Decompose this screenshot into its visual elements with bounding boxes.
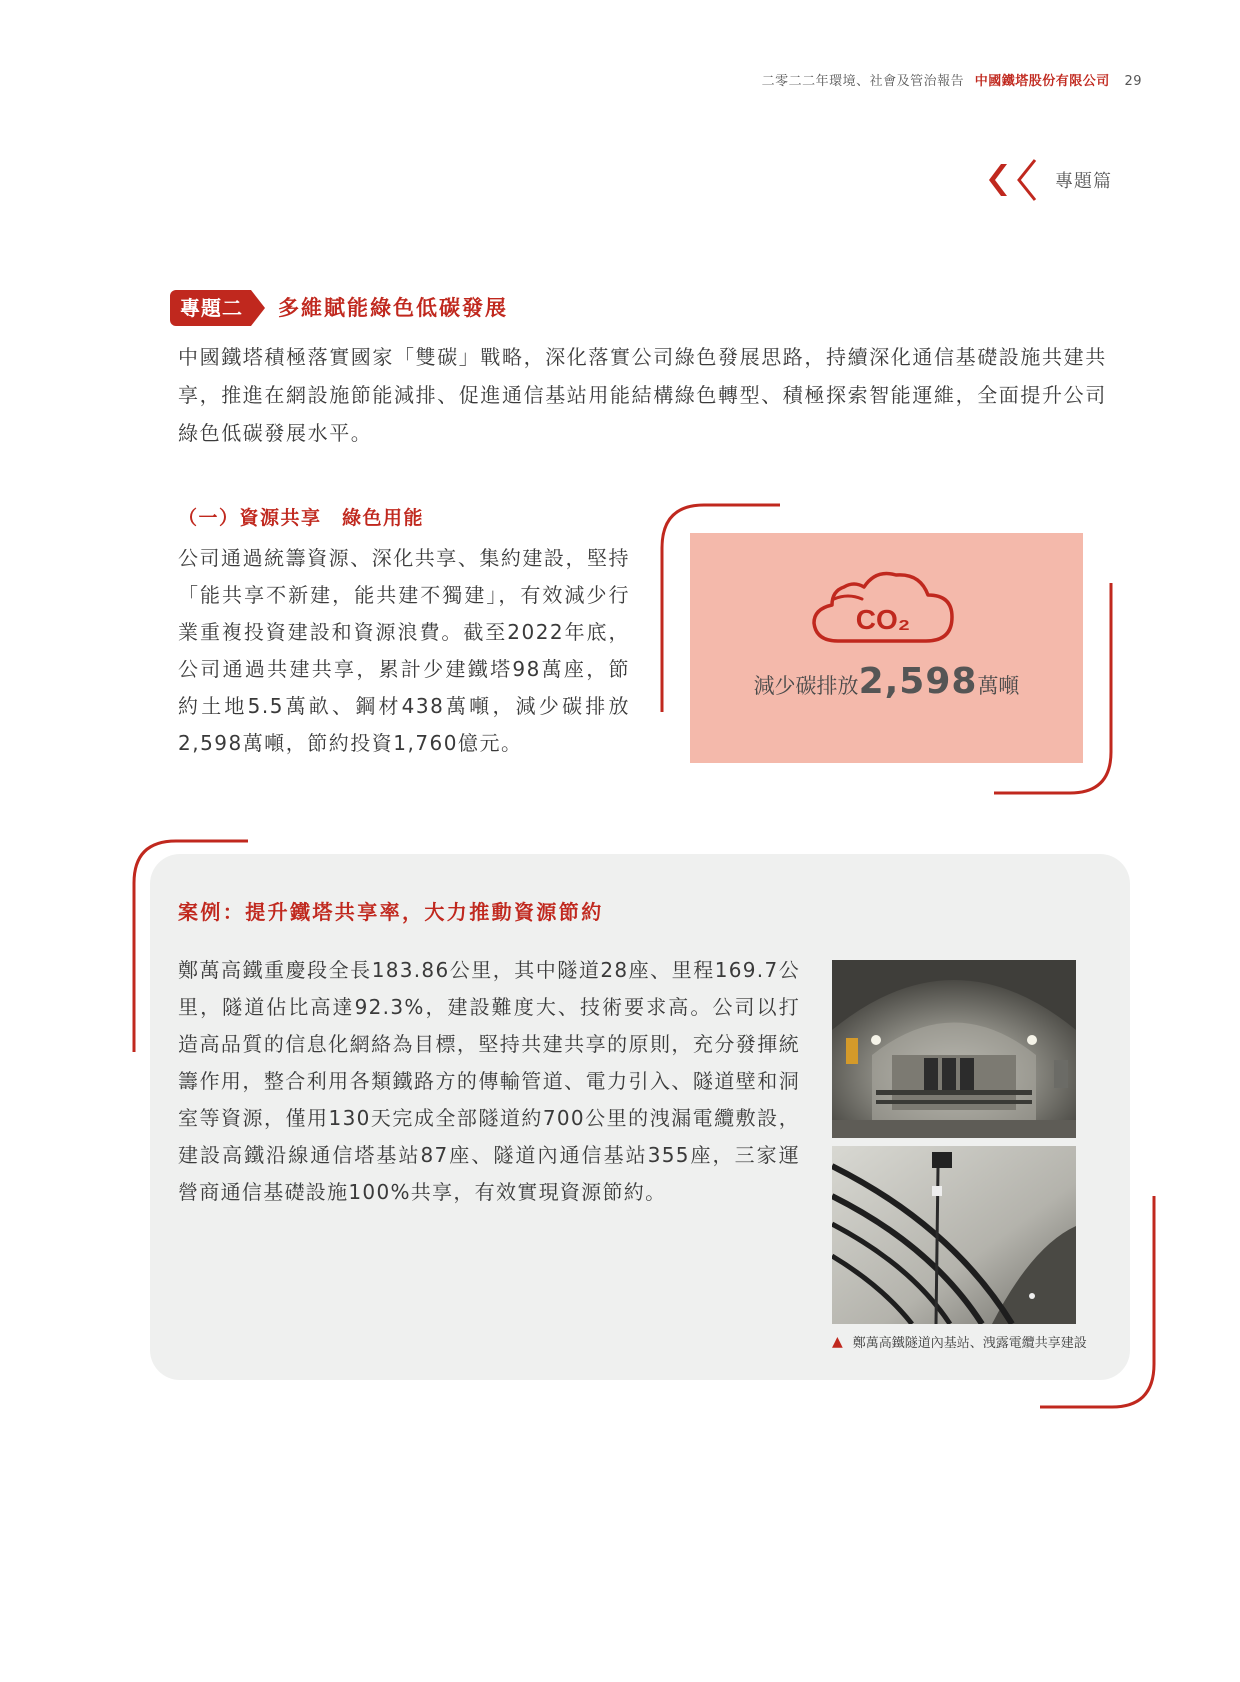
leaky-cable-tunnel-photo	[832, 1146, 1076, 1324]
badge-arrow-icon	[251, 290, 265, 326]
intro-paragraph: 中國鐵塔積極落實國家「雙碳」戰略，深化落實公司綠色發展思路，持續深化通信基礎設施共建共享，推進在網設施節能減排、促進通信基站用能結構綠色轉型、積極探索智能運維，全面提升公司綠色低碳發展水平。	[178, 345, 1107, 445]
highlight-unit: 萬噸	[977, 674, 1020, 698]
co2-caption	[690, 661, 1083, 702]
page-number: 29	[1124, 74, 1142, 89]
subsection-heading: （一）資源共享 綠色用能	[178, 507, 425, 529]
co2-label: CO₂	[855, 604, 911, 635]
topic-badge	[170, 290, 265, 326]
topic-title: 多維賦能綠色低碳發展	[278, 296, 508, 320]
company-name: 中國鐵塔股份有限公司	[974, 74, 1110, 89]
case-title: 案例：提升鐵塔共享率，大力推動資源節約	[178, 900, 604, 924]
carbon-reduction-highlight	[690, 533, 1083, 763]
photo-caption-text: 鄭萬高鐵隧道內基站、洩露電纜共享建設	[852, 1336, 1087, 1351]
highlight-value: 2,598	[858, 661, 978, 702]
photo-caption	[832, 1334, 1088, 1353]
topic-badge-label: 專題二	[170, 290, 251, 326]
case-body: 鄭萬高鐵重慶段全長183.86公里，其中隧道28座、里程169.7公里，隧道佔比高達92.3%，建設難度大、技術要求高。公司以打造高品質的信息化網絡為目標，堅持共建共享的原則，充分發揮統籌作用，整合利用各類鐵路方的傳輸管道、電力引入、隧道壁和洞室等資源，僅用130天完成全部隧道約700公里的洩漏電纜敷設，建設高鐵沿線通信塔基站87座、隧道內通信基站355座，三家運營商通信基礎設施100%共享，有效實現資源節約。	[178, 958, 800, 1204]
subsection-body: 公司通過統籌資源、深化共享、集約建設，堅持「能共享不新建，能共建不獨建」，有效減少行業重複投資建設和資源浪費。截至2022年底，公司通過共建共享，累計少建鐵塔98萬座，節約土地5.5萬畝、鋼材438萬噸，減少碳排放2,598萬噸，節約投資1,760億元。	[178, 546, 630, 755]
highlight-prefix: 減少碳排放	[753, 674, 859, 698]
tunnel-base-station-photo	[832, 960, 1076, 1138]
section-label: 專題篇	[1055, 171, 1112, 192]
report-title: 二零二二年環境、社會及管治報告	[761, 74, 965, 89]
triangle-marker-icon: ▲	[832, 1334, 843, 1350]
co2-cloud-icon	[808, 569, 958, 653]
